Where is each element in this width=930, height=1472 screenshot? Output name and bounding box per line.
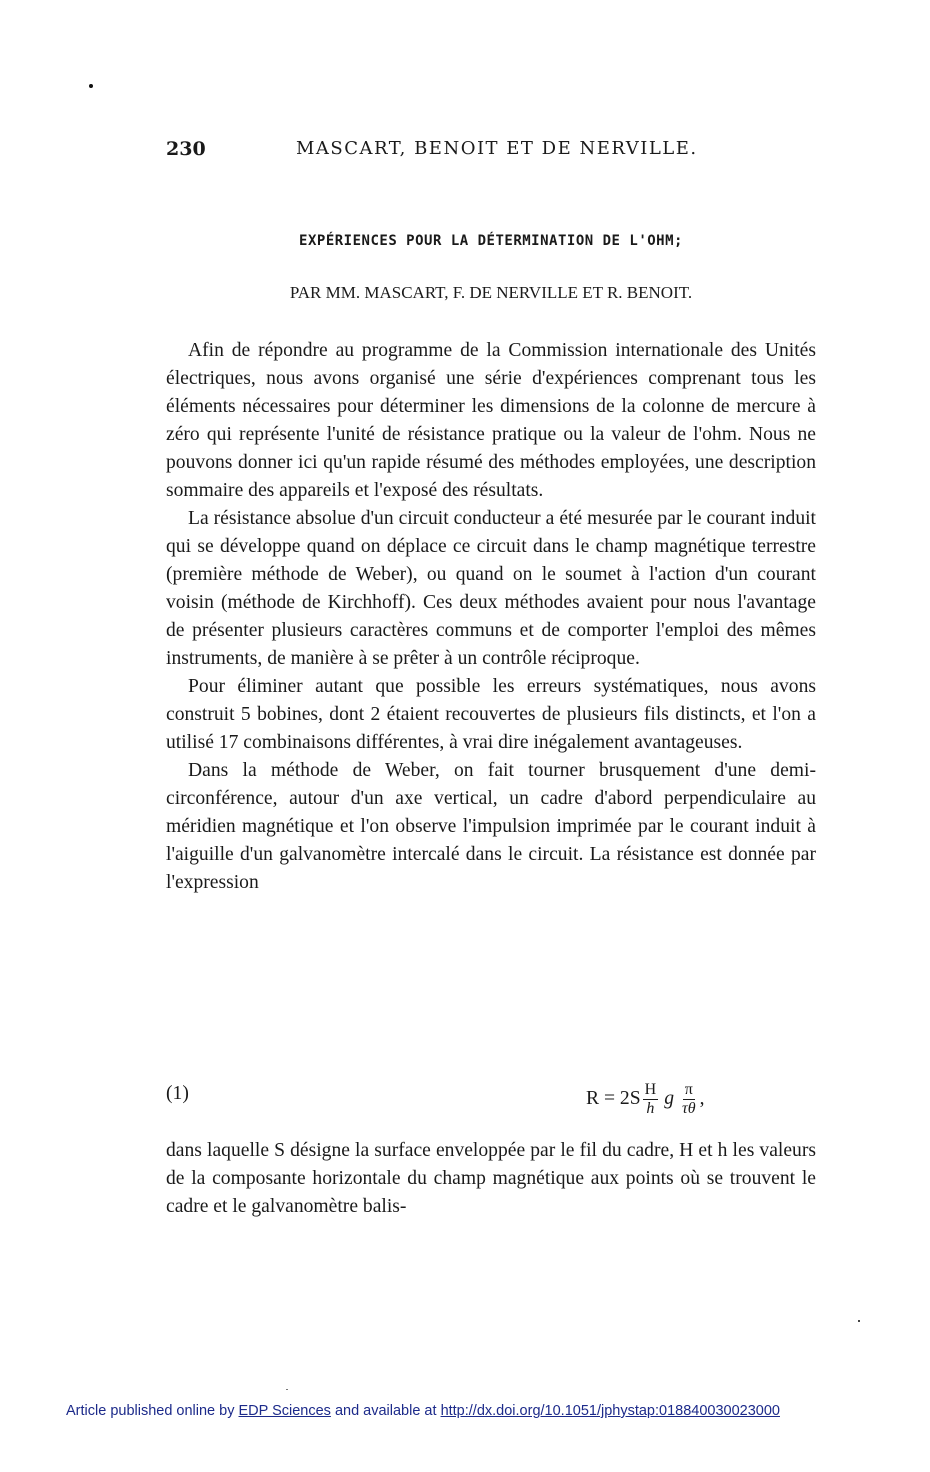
scan-speck	[286, 1389, 288, 1390]
doi-link[interactable]: http://dx.doi.org/10.1051/jphystap:018840030023000	[440, 1403, 780, 1419]
paragraph-4: Dans la méthode de Weber, on fait tourner brusquement d'une demi-circonférence, autour d'un axe vertical, un cadre d'abord perpendiculaire au méridien magnétique et l'on observe l'impulsion imprimée par le courant induit à l'aiguille d'un galvanomètre intercalé dans le circuit. La résistance est donnée par l'expression	[166, 760, 816, 893]
fraction-pi	[680, 1081, 698, 1118]
fraction-numerator: π	[684, 1080, 693, 1098]
paragraph-1: Afin de répondre au programme de la Commission internationale des Unités électriques, nous avons organisé une série d'expériences comprenant tous les éléments nécessaires pour déterminer les dimensions de la colonne de mercure à zéro qui représente l'unité de résistance pratique ou la valeur de l'ohm. Nous ne pouvons donner ici qu'un rapide résumé des méthodes employées, une description sommaire des appareils et l'exposé des résultats.	[166, 340, 816, 501]
article-body-continued	[166, 1137, 816, 1221]
fraction-denominator: τθ	[681, 1099, 696, 1117]
footer-middle: and available at	[330, 1403, 441, 1419]
publication-footer	[66, 1403, 866, 1419]
edp-sciences-link[interactable]: EDP Sciences	[238, 1403, 331, 1419]
margin-dot	[89, 84, 93, 88]
fraction-h-over-h	[643, 1081, 659, 1118]
equation-comma: ,	[699, 1088, 705, 1109]
paragraph-after-equation: dans laquelle S désigne la surface enveloppée par le fil du cadre, H et h les valeurs de la composante horizontale du champ magnétique aux points où se trouvent le cadre et le galvanomètre balis-	[166, 1140, 816, 1217]
article-authors: PAR MM. MASCART, F. DE NERVILLE ET R. BENOIT.	[289, 283, 693, 302]
fraction-denominator: h	[646, 1099, 655, 1117]
running-header	[166, 138, 816, 162]
equation-g: g	[664, 1088, 674, 1109]
page-number: 230	[166, 138, 206, 160]
article-title: EXPÉRIENCES POUR LA DÉTERMINATION DE L'OHM;	[299, 233, 683, 249]
fraction-numerator: H	[644, 1080, 657, 1098]
paragraph-2: La résistance absolue d'un circuit conducteur a été mesurée par le courant induit qui se développe quand on déplace ce circuit dans le champ magnétique terrestre (première méthode de Weber), ou quand on le soumet à l'action d'un courant voisin (méthode de Kirchhoff). Ces deux méthodes avaient pour nous l'avantage de présenter plusieurs caractères communs et de comporter l'emploi des mêmes instruments, de manière à se prêter à un contrôle réciproque.	[166, 508, 816, 669]
equation-lhs: R = 2S	[586, 1088, 641, 1109]
equation-row	[166, 1073, 816, 1125]
paragraph-3: Pour éliminer autant que possible les erreurs systématiques, nous avons construit 5 bobines, dont 2 étaient recouvertes de plusieurs fils distincts, et l'on a utilisé 17 combinaisons différentes, à vrai dire inégalement avantageuses.	[166, 676, 816, 753]
equation	[586, 1073, 704, 1125]
scan-speck	[858, 1320, 860, 1322]
equation-number: (1)	[166, 1083, 189, 1104]
article-body	[166, 337, 816, 897]
footer-prefix: Article published online by	[66, 1403, 239, 1419]
running-head-title: MASCART, BENOIT ET DE NERVILLE.	[296, 138, 698, 159]
